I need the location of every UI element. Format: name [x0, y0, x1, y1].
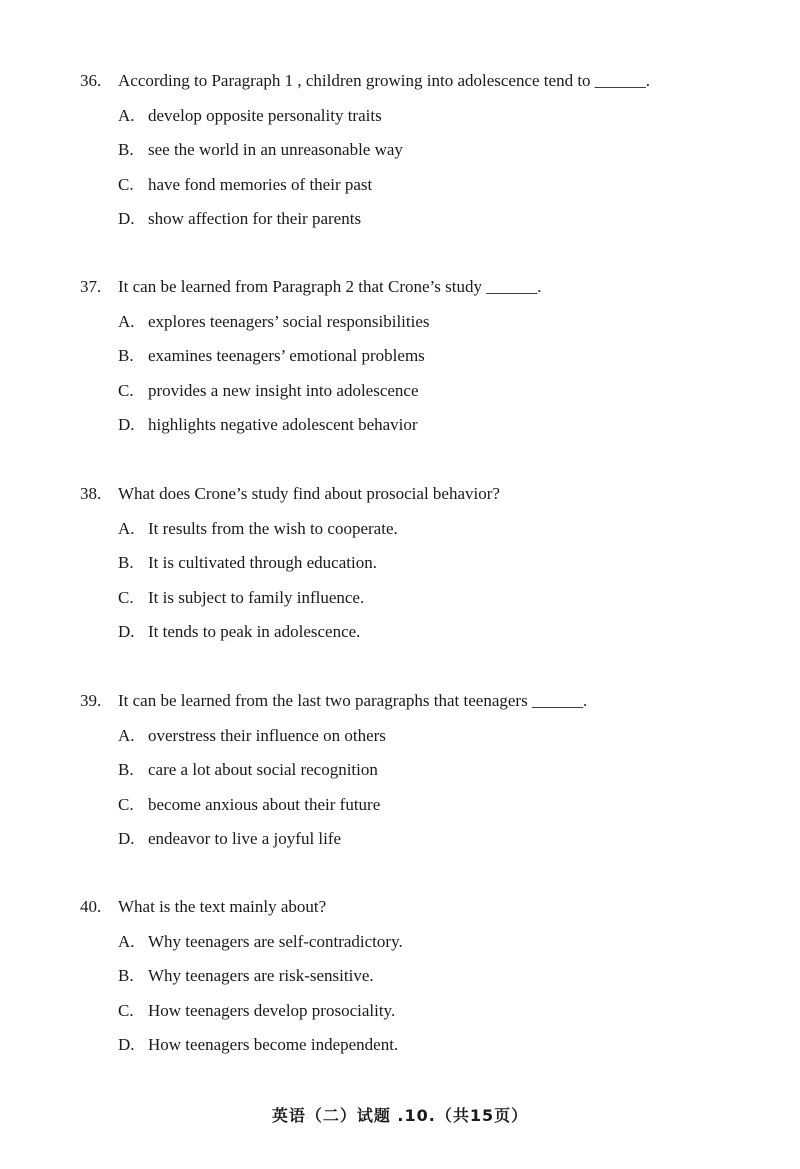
option-letter: A.: [118, 518, 135, 538]
option-letter: B.: [118, 966, 134, 985]
question-number: 38.: [80, 484, 102, 503]
option-letter: D.: [118, 829, 135, 848]
question-text: It can be learned from the last two paragraphs that teenagers ______.: [118, 691, 588, 710]
option-text: explores teenagers’ social responsibilities: [148, 311, 430, 331]
option-c: [118, 1000, 740, 1022]
option-d: [118, 621, 740, 643]
question-text: What is the text mainly about?: [118, 897, 327, 916]
option-b: [118, 345, 740, 367]
option-text: overstress their influence on others: [148, 725, 386, 745]
option-letter: C.: [118, 794, 134, 814]
option-a: [118, 931, 740, 953]
options-list: [118, 105, 740, 231]
question-37: [80, 276, 740, 436]
option-a: [118, 518, 740, 540]
option-text: It results from the wish to cooperate.: [148, 518, 398, 538]
option-b: [118, 139, 740, 161]
option-text: examines teenagers’ emotional problems: [148, 346, 425, 365]
option-a: [118, 725, 740, 747]
options-list: [118, 931, 740, 1057]
option-c: [118, 587, 740, 609]
option-a: [118, 311, 740, 333]
question-stem: [80, 70, 740, 92]
options-list: [118, 518, 740, 644]
option-letter: A.: [118, 725, 135, 745]
option-a: [118, 105, 740, 127]
option-letter: C.: [118, 174, 134, 194]
option-d: [118, 208, 740, 230]
option-d: [118, 414, 740, 436]
option-letter: B.: [118, 140, 134, 159]
option-text: Why teenagers are self-contradictory.: [148, 931, 403, 951]
page-footer: 英语（二）试题 .10.（共15页）: [271, 1106, 529, 1125]
option-letter: A.: [118, 105, 135, 125]
option-letter: B.: [118, 760, 134, 779]
question-stem: [80, 483, 740, 505]
option-text: have fond memories of their past: [148, 174, 373, 194]
option-letter: D.: [118, 209, 135, 228]
question-text: What does Crone’s study find about prosocial behavior?: [118, 484, 500, 503]
option-text: provides a new insight into adolescence: [148, 380, 419, 400]
option-c: [118, 174, 740, 196]
option-text: highlights negative adolescent behavior: [148, 415, 418, 434]
option-text: care a lot about social recognition: [148, 760, 378, 779]
question-39: [80, 690, 740, 850]
question-number: 40.: [80, 897, 102, 916]
question-38: [80, 483, 740, 643]
option-letter: A.: [118, 931, 135, 951]
option-letter: C.: [118, 587, 134, 607]
question-40: [80, 896, 740, 1056]
option-b: [118, 552, 740, 574]
option-text: It is subject to family influence.: [148, 587, 365, 607]
question-number: 36.: [80, 71, 102, 90]
option-letter: D.: [118, 415, 135, 434]
question-text: According to Paragraph 1 , children growing into adolescence tend to ______.: [118, 71, 651, 90]
option-b: [118, 965, 740, 987]
option-d: [118, 828, 740, 850]
question-stem: [80, 276, 740, 298]
option-text: Why teenagers are risk-sensitive.: [148, 966, 374, 985]
option-text: How teenagers develop prosociality.: [148, 1000, 396, 1020]
option-text: endeavor to live a joyful life: [148, 829, 342, 848]
question-number: 37.: [80, 277, 102, 296]
option-text: see the world in an unreasonable way: [148, 140, 403, 159]
option-b: [118, 759, 740, 781]
option-text: become anxious about their future: [148, 794, 381, 814]
option-text: develop opposite personality traits: [148, 105, 382, 125]
question-number: 39.: [80, 691, 102, 710]
options-list: [118, 311, 740, 437]
question-stem: [80, 896, 740, 918]
question-text: It can be learned from Paragraph 2 that Crone’s study ______.: [118, 277, 542, 296]
option-text: show affection for their parents: [148, 209, 362, 228]
option-text: How teenagers become independent.: [148, 1035, 399, 1054]
option-letter: B.: [118, 553, 134, 572]
option-text: It is cultivated through education.: [148, 553, 377, 572]
option-letter: B.: [118, 346, 134, 365]
option-letter: C.: [118, 1000, 134, 1020]
option-letter: D.: [118, 1035, 135, 1054]
option-letter: A.: [118, 311, 135, 331]
option-letter: C.: [118, 380, 134, 400]
option-letter: D.: [118, 622, 135, 641]
question-stem: [80, 690, 740, 712]
option-d: [118, 1034, 740, 1056]
question-36: [80, 70, 740, 230]
options-list: [118, 725, 740, 851]
option-c: [118, 380, 740, 402]
option-c: [118, 794, 740, 816]
option-text: It tends to peak in adolescence.: [148, 622, 361, 641]
